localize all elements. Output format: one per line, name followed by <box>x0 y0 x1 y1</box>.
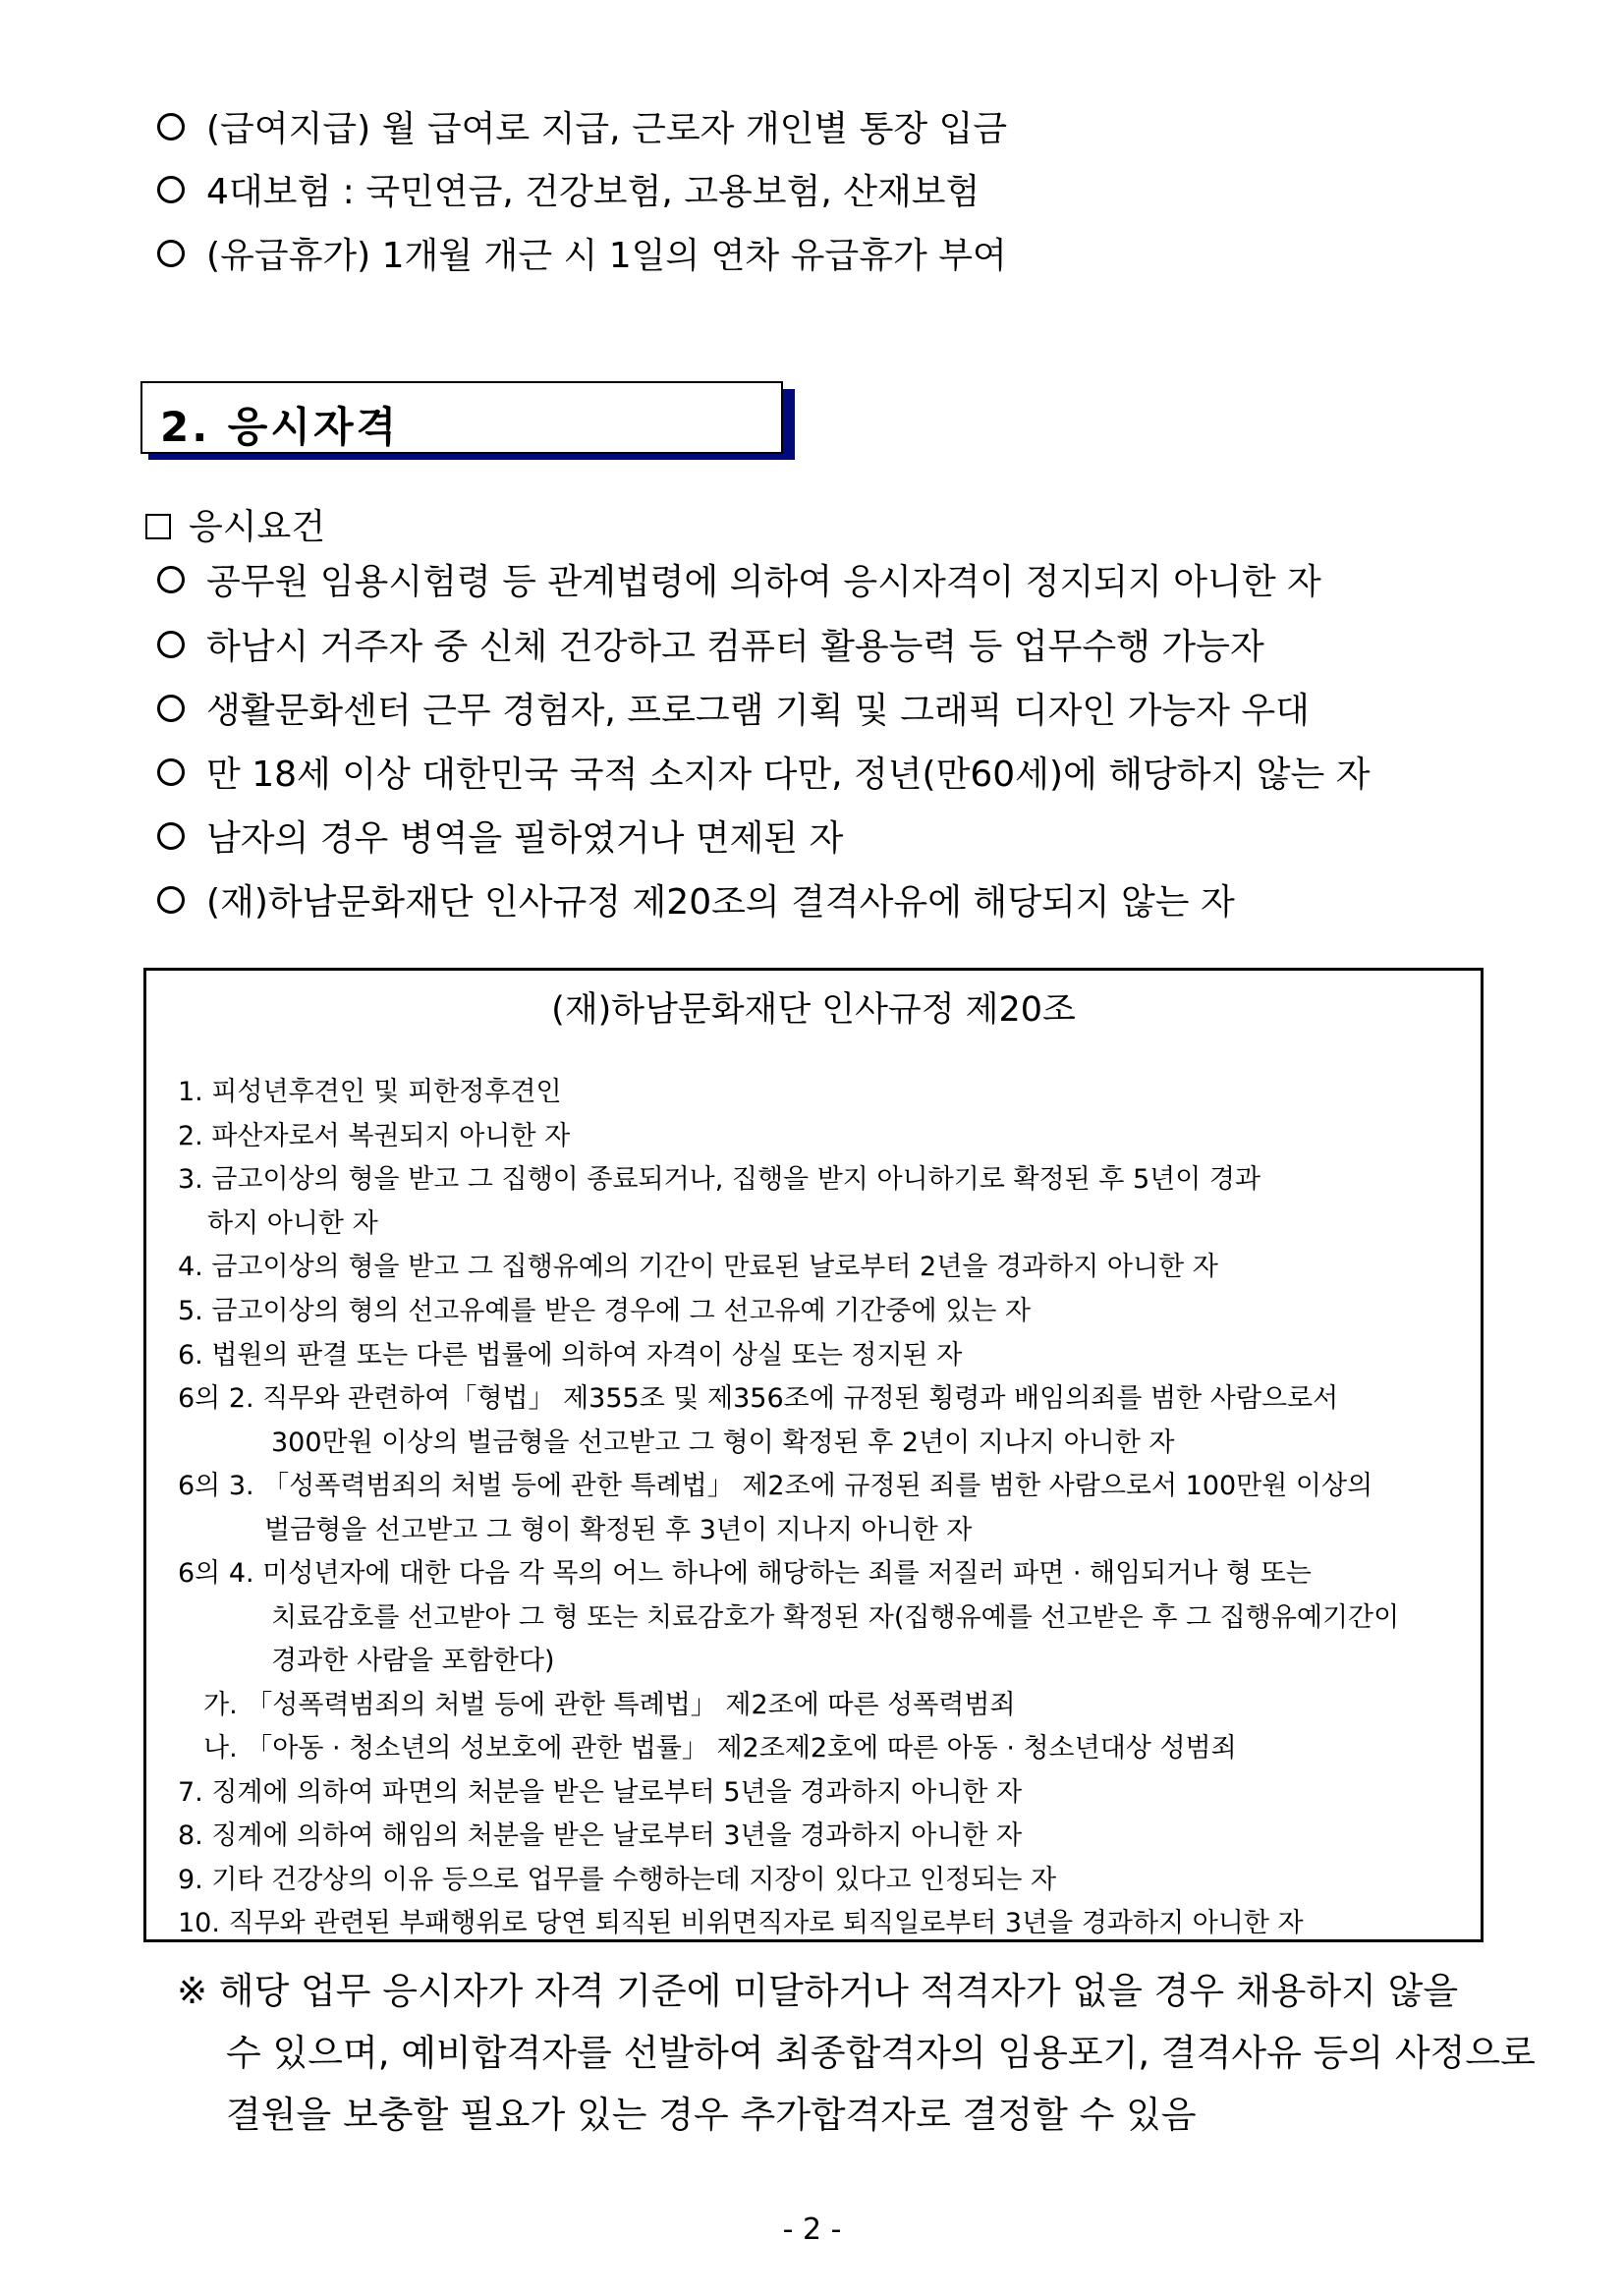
requirement-bullet <box>157 818 844 859</box>
regulation-item: 7. 징계에 의하여 파면의 처분을 받은 날로부터 5년을 경과하지 아니한 자 <box>178 1777 1023 1808</box>
circle-bullet-icon <box>157 631 185 658</box>
requirement-bullet <box>157 627 1264 667</box>
circle-bullet-icon <box>157 822 185 850</box>
square-bullet-icon <box>145 514 171 539</box>
bullet-text: 남자의 경우 병역을 필하였거나 면제된 자 <box>206 818 844 859</box>
regulation-item: 6. 법원의 판결 또는 다른 법률에 의하여 자격이 상실 또는 정지된 자 <box>178 1340 963 1371</box>
top-bullet <box>157 109 1008 149</box>
regulation-item: 3. 금고이상의 형을 받고 그 집행이 종료되거나, 집행을 받지 아니하기로 확정된 후 5년이 경과 <box>178 1164 1261 1195</box>
regulation-item: 8. 징계에 의하여 해임의 처분을 받은 날로부터 3년을 경과하지 아니한 자 <box>178 1820 1023 1851</box>
regulation-item: 가. 「성폭력범죄의 처벌 등에 관한 특례법」 제2조에 따른 성폭력범죄 <box>203 1690 1016 1720</box>
bullet-text: (급여지급) 월 급여로 지급, 근로자 개인별 통장 입금 <box>206 109 1008 149</box>
circle-bullet-icon <box>157 566 185 593</box>
regulation-item: 나. 「아동 · 청소년의 성보호에 관한 법률」 제2조제2호에 따른 아동 · 청소년대상 성범죄 <box>203 1733 1237 1764</box>
bullet-text: (재)하남문화재단 인사규정 제20조의 결격사유에 해당되지 않는 자 <box>206 882 1235 923</box>
requirements-subheading <box>145 499 325 549</box>
subheading-text: 응시요건 <box>189 507 326 547</box>
regulation-item: 치료감호를 선고받아 그 형 또는 치료감호가 확정된 자(집행유예를 선고받은 후 그 집행유예기간이 <box>271 1602 1400 1633</box>
section-header <box>140 381 783 454</box>
regulation-item: 하지 아니한 자 <box>207 1208 378 1239</box>
circle-bullet-icon <box>157 176 185 203</box>
top-bullet <box>157 172 980 212</box>
bullet-text: 만 18세 이상 대한민국 국적 소지자 다만, 정년(만60세)에 해당하지 않는 자 <box>206 755 1371 795</box>
regulation-item: 9. 기타 건강상의 이유 등으로 업무를 수행하는데 지장이 있다고 인정되는 자 <box>178 1865 1057 1895</box>
top-bullet <box>157 236 1007 276</box>
regulation-item: 4. 금고이상의 형을 받고 그 집행유예의 기간이 만료된 날로부터 2년을 경과하지 아니한 자 <box>178 1252 1218 1282</box>
regulation-item: 10. 직무와 관련된 부패행위로 당연 퇴직된 비위면직자로 퇴직일로부터 3년을 경과하지 아니한 자 <box>178 1908 1304 1938</box>
regulation-item: 1. 피성년후견인 및 피한정후견인 <box>178 1077 562 1107</box>
note-line: ※ 해당 업무 응시자가 자격 기준에 미달하거나 적격자가 없을 경우 채용하지 않을 <box>177 1970 1459 2012</box>
circle-bullet-icon <box>157 113 185 140</box>
note-line: 결원을 보충할 필요가 있는 경우 추가합격자로 결정할 수 있음 <box>226 2094 1197 2136</box>
regulation-item: 경과한 사람을 포함한다) <box>271 1646 555 1676</box>
regulation-item: 6의 3. 「성폭력범죄의 처벌 등에 관한 특례법」 제2조에 규정된 죄를 범한 사람으로서 100만원 이상의 <box>178 1471 1373 1501</box>
regulation-item: 6의 4. 미성년자에 대한 다음 각 목의 어느 하나에 해당하는 죄를 저질러 파면 · 해임되거나 형 또는 <box>178 1558 1312 1589</box>
bullet-text: (유급휴가) 1개월 개근 시 1일의 연차 유급휴가 부여 <box>206 236 1007 276</box>
circle-bullet-icon <box>157 886 185 914</box>
bullet-text: 4대보험 : 국민연금, 건강보험, 고용보험, 산재보험 <box>206 172 980 212</box>
page-number: - 2 - <box>782 2212 842 2247</box>
regulation-item: 6의 2. 직무와 관련하여「형법」 제355조 및 제356조에 규정된 횡령과 배임의죄를 범한 사람으로서 <box>178 1383 1339 1414</box>
bullet-text: 공무원 임용시험령 등 관계법령에 의하여 응시자격이 정지되지 아니한 자 <box>206 562 1321 602</box>
regulation-item: 2. 파산자로서 복권되지 아니한 자 <box>178 1121 571 1151</box>
section-header-shadow <box>781 389 795 458</box>
bullet-text: 생활문화센터 근무 경험자, 프로그램 기획 및 그래픽 디자인 가능자 우대 <box>206 691 1310 731</box>
regulation-title: (재)하남문화재단 인사규정 제20조 <box>551 990 1076 1030</box>
bullet-text: 하남시 거주자 중 신체 건강하고 컴퓨터 활용능력 등 업무수행 가능자 <box>206 627 1264 667</box>
requirement-bullet <box>157 562 1321 602</box>
requirement-bullet <box>157 882 1235 923</box>
section-title: 2. 응시자격 <box>160 403 400 451</box>
requirement-bullet <box>157 691 1310 731</box>
requirement-bullet <box>157 757 1371 793</box>
note-line: 수 있으며, 예비합격자를 선발하여 최종합격자의 임용포기, 결격사유 등의 사정으로 <box>226 2032 1536 2074</box>
circle-bullet-icon <box>157 758 185 786</box>
regulation-box <box>143 968 1484 1942</box>
regulation-item: 벌금형을 선고받고 그 형이 확정된 후 3년이 지나지 아니한 자 <box>264 1515 973 1545</box>
regulation-item: 300만원 이상의 벌금형을 선고받고 그 형이 확정된 후 2년이 지나지 아니한 자 <box>271 1428 1175 1458</box>
regulation-item: 5. 금고이상의 형의 선고유예를 받은 경우에 그 선고유예 기간중에 있는 자 <box>178 1296 1031 1326</box>
circle-bullet-icon <box>157 695 185 722</box>
circle-bullet-icon <box>157 240 185 267</box>
